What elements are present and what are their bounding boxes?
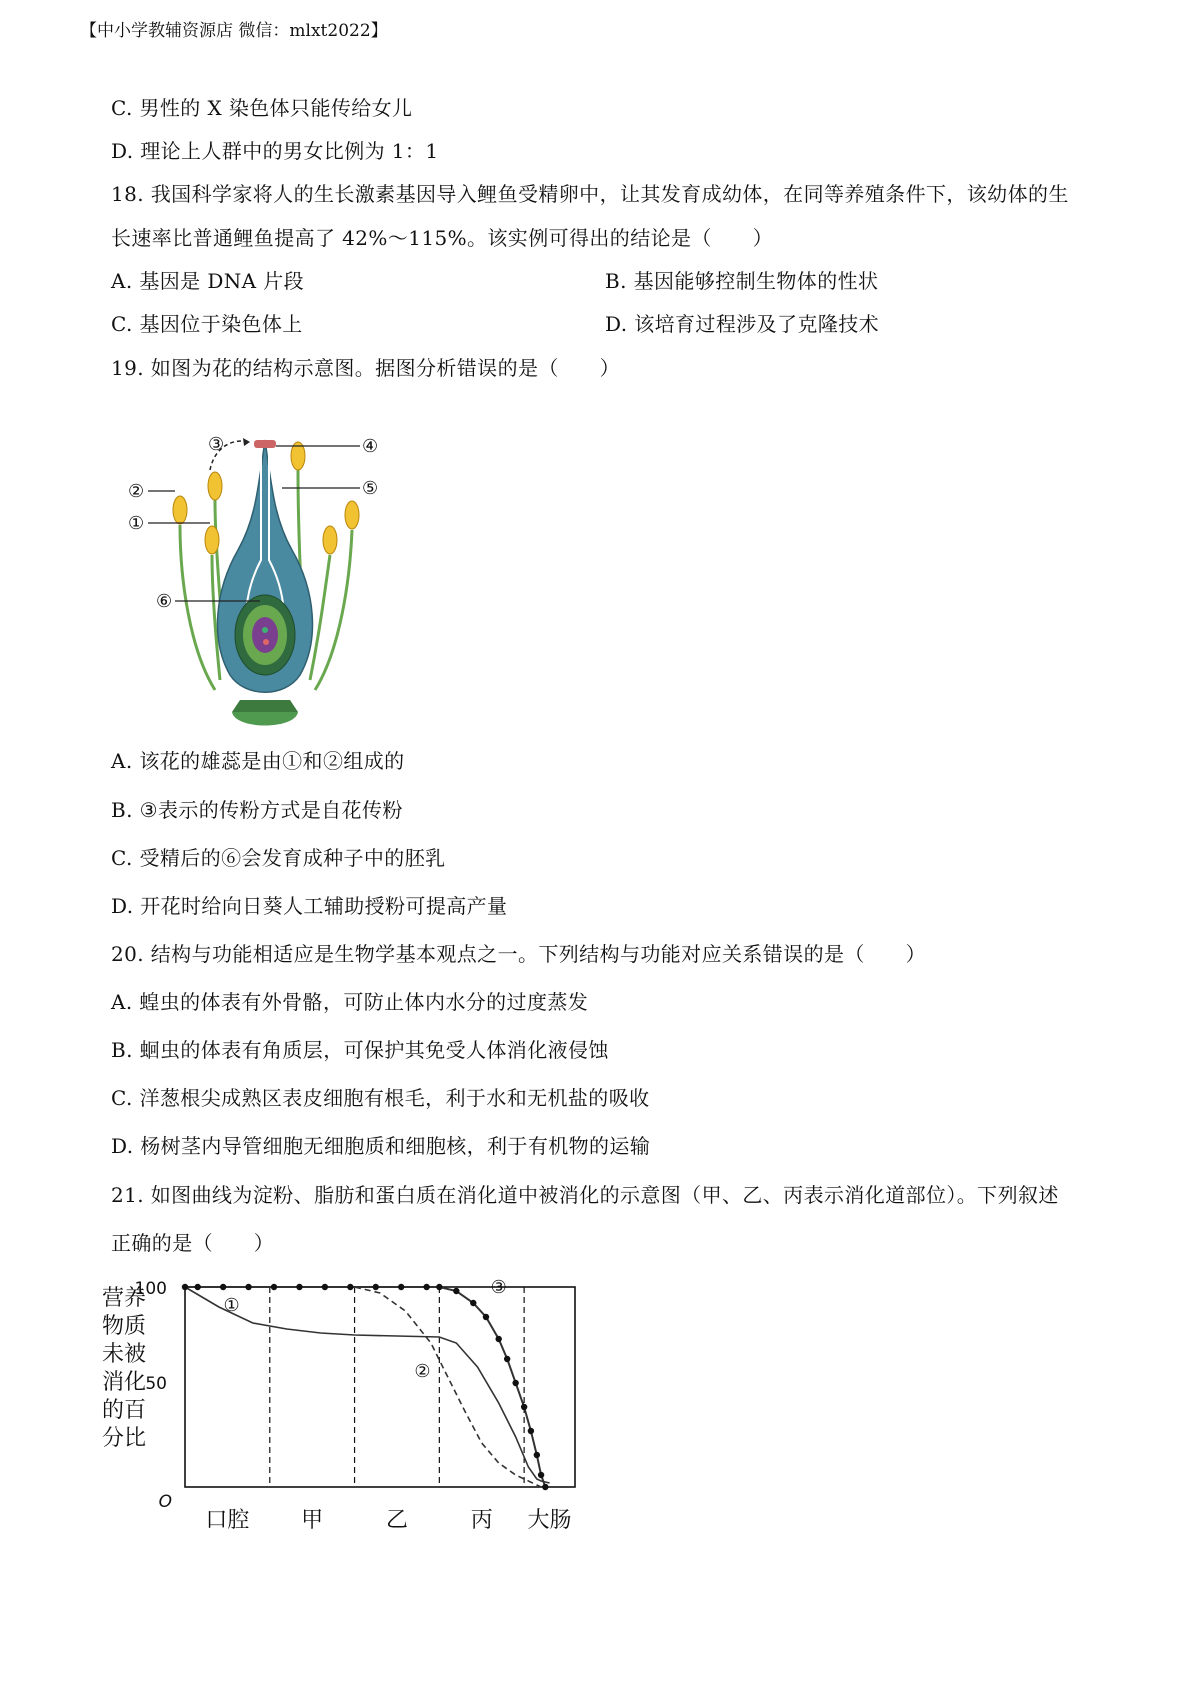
y-axis-label-line: 消化 <box>102 1370 147 1395</box>
q19-option-d: D. 开花时给向日葵人工辅助授粉可提高产量 <box>111 894 508 918</box>
data-point <box>504 1356 510 1362</box>
q20-stem: 20. 结构与功能相适应是生物学基本观点之一。下列结构与功能对应关系错误的是（ ） <box>111 942 926 966</box>
data-point <box>534 1452 540 1458</box>
series-label: ③ <box>490 1277 507 1298</box>
q19-option-a: A. 该花的雄蕊是由①和②组成的 <box>111 749 405 773</box>
q18-option-a: A. 基因是 DNA 片段 <box>111 269 305 293</box>
label-6: ⑥ <box>156 591 173 612</box>
q18-stem-line2: 长速率比普通鲤鱼提高了 42%～115%。该实例可得出的结论是（ ） <box>111 226 773 250</box>
q20-option-a: A. 蝗虫的体表有外骨骼，可防止体内水分的过度蒸发 <box>111 990 589 1014</box>
data-point <box>542 1484 548 1490</box>
data-point <box>528 1428 534 1434</box>
x-tick-label: 大肠 <box>527 1508 572 1533</box>
q20-option-b: B. 蛔虫的体表有角质层，可保护其免受人体消化液侵蚀 <box>111 1038 609 1062</box>
y-tick-100: 100 <box>134 1279 167 1299</box>
q19-stem: 19. 如图为花的结构示意图。据图分析错误的是（ ） <box>111 356 620 380</box>
data-point <box>512 1380 518 1386</box>
y-axis-label-line: 未被 <box>102 1342 147 1367</box>
x-tick-label: 甲 <box>301 1508 324 1533</box>
watermark-header: 【中小学教辅资源店 微信：mlxt2022】 <box>80 21 388 41</box>
series-line <box>185 1287 550 1483</box>
data-point <box>521 1404 527 1410</box>
series-label: ① <box>223 1295 240 1316</box>
q17-option-c: C. 男性的 X 染色体只能传给女儿 <box>111 96 413 120</box>
x-tick-label: 口腔 <box>205 1508 250 1533</box>
q20-option-d: D. 杨树茎内导管细胞无细胞质和细胞核，利于有机物的运输 <box>111 1134 651 1158</box>
label-1: ① <box>128 513 145 534</box>
y-tick-50: 50 <box>145 1374 167 1394</box>
data-point <box>436 1284 442 1290</box>
q17-option-d: D. 理论上人群中的男女比例为 1：1 <box>111 139 439 163</box>
data-point <box>373 1284 379 1290</box>
q20-option-c: C. 洋葱根尖成熟区表皮细胞有根毛，利于水和无机盐的吸收 <box>111 1086 650 1110</box>
q19-option-c: C. 受精后的⑥会发育成种子中的胚乳 <box>111 846 446 870</box>
label-4: ④ <box>362 436 379 457</box>
y-axis-label-line: 分比 <box>102 1426 147 1451</box>
q21-stem-line2: 正确的是（ ） <box>111 1231 275 1255</box>
data-point <box>322 1284 328 1290</box>
y-axis-label-line: 营养 <box>102 1286 147 1311</box>
data-point <box>453 1288 459 1294</box>
data-point <box>195 1284 201 1290</box>
data-point <box>538 1472 544 1478</box>
q18-option-b: B. 基因能够控制生物体的性状 <box>605 269 879 293</box>
data-point <box>495 1336 501 1342</box>
label-2: ② <box>128 481 145 502</box>
y-axis-label-line: 的百 <box>102 1398 147 1423</box>
series-label: ② <box>414 1361 431 1382</box>
origin-label: O <box>158 1492 172 1512</box>
data-point <box>271 1284 277 1290</box>
q19-option-b: B. ③表示的传粉方式是自花传粉 <box>111 798 403 822</box>
data-point <box>423 1284 429 1290</box>
data-point <box>398 1284 404 1290</box>
digestion-curve-chart <box>100 1275 580 1540</box>
data-point <box>347 1284 353 1290</box>
y-axis-label-line: 物质 <box>102 1314 147 1339</box>
data-point <box>220 1284 226 1290</box>
label-3: ③ <box>208 434 225 455</box>
x-tick-label: 丙 <box>470 1508 493 1533</box>
data-point <box>483 1314 489 1320</box>
q21-stem-line1: 21. 如图曲线为淀粉、脂肪和蛋白质在消化道中被消化的示意图（甲、乙、丙表示消化道部位）。下列叙述 <box>111 1183 1059 1207</box>
data-point <box>470 1300 476 1306</box>
label-5: ⑤ <box>362 478 379 499</box>
q18-stem-line1: 18. 我国科学家将人的生长激素基因导入鲤鱼受精卵中，让其发育成幼体，在同等养殖条件下，该幼体的生 <box>111 182 1069 206</box>
data-point <box>296 1284 302 1290</box>
x-tick-label: 乙 <box>385 1508 408 1533</box>
q18-option-c: C. 基因位于染色体上 <box>111 312 303 336</box>
flower-structure-figure <box>120 430 420 740</box>
q18-option-d: D. 该培育过程涉及了克隆技术 <box>605 312 880 336</box>
data-point <box>245 1284 251 1290</box>
data-point <box>182 1284 188 1290</box>
